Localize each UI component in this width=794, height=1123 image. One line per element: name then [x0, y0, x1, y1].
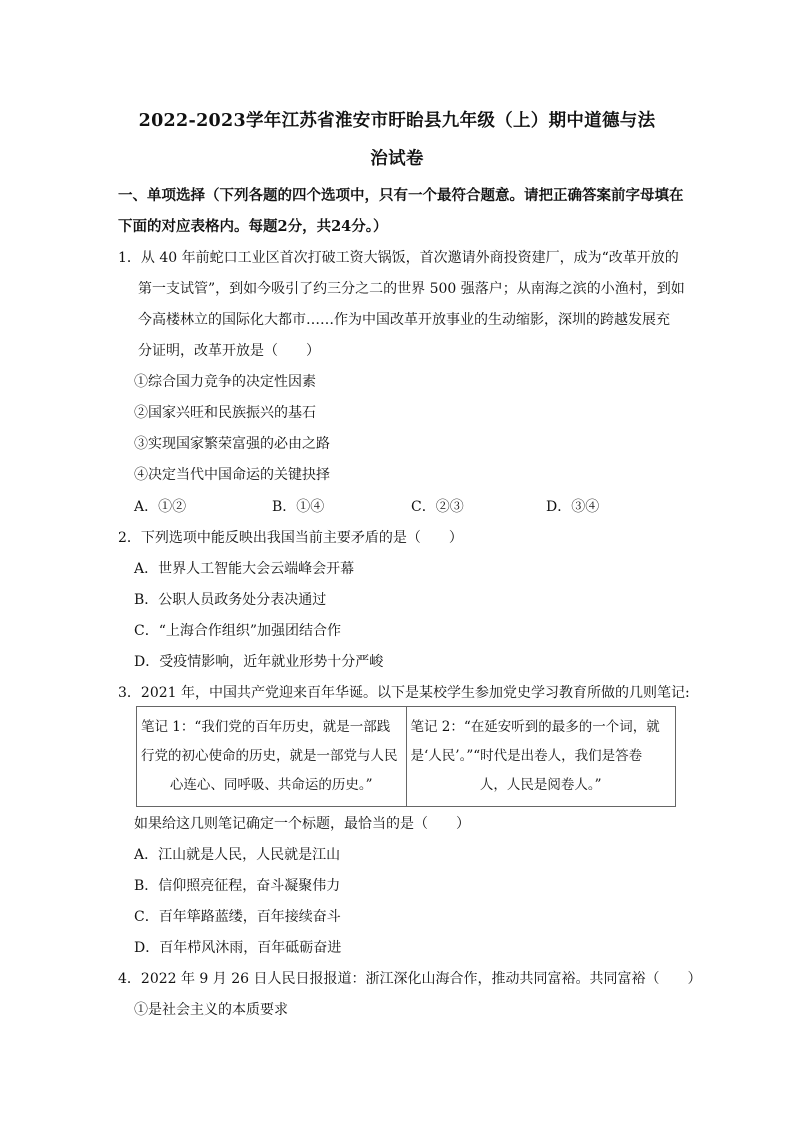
q2-stem: 2．下列选项中能反映出我国当前主要矛盾的是（ ）	[118, 530, 463, 546]
q1-stem-line: 今高楼林立的国际化大都市……作为中国改革开放事业的生动缩影，深圳的跨越发展充	[138, 312, 670, 328]
q1-choice-c: C．②③	[411, 499, 464, 515]
section-heading-line-1: 一、单项选择（下列各题的四个选项中，只有一个最符合题意。请把正确答案前字母填在	[118, 187, 684, 204]
q3-option-d: D．百年栉风沐雨，百年砥砺奋进	[134, 940, 342, 956]
q1-statement: ④决定当代中国命运的关键抉择	[134, 467, 330, 483]
q3-note-1-line: 心连心、同呼吸、共命运的历史。”	[169, 777, 373, 793]
q1-stem-line: 分证明，改革开放是（ ）	[138, 343, 320, 359]
q3-option-b: B．信仰照亮征程，奋斗凝聚伟力	[134, 878, 341, 894]
q3-stem: 3．2021 年，中国共产党迎来百年华诞。以下是某校学生参加党史学习教育所做的几则笔记:	[118, 685, 690, 701]
exam-title-line-2: 治试卷	[370, 149, 424, 169]
q4-statement: ①是社会主义的本质要求	[134, 1002, 288, 1018]
q3-note-2-line: 笔记 2：“在延安听到的最多的一个词，就	[410, 719, 660, 735]
exam-title-line-1: 2022-2023学年江苏省淮安市盱眙县九年级（上）期中道德与法	[138, 111, 656, 131]
q1-statement: ①综合国力竞争的决定性因素	[134, 374, 316, 390]
q1-statement: ③实现国家繁荣富强的必由之路	[134, 436, 330, 452]
q1-choice-b: B．①④	[272, 499, 325, 515]
q3-note-2-cell	[406, 707, 676, 807]
q1-choice-d: D．③④	[546, 499, 600, 515]
q2-option-d: D．受疫情影响，近年就业形势十分严峻	[134, 654, 384, 670]
q3-note-2-line: 是‘人民’。”“时代是出卷人，我们是答卷	[410, 748, 643, 764]
q3-option-c: C．百年筚路蓝缕，百年接续奋斗	[134, 909, 341, 925]
q3-note-1-line: 行党的初心使命的历史，就是一部党与人民	[141, 748, 398, 764]
q1-choice-a: A．①②	[134, 499, 187, 515]
q1-stem-line: 1．从 40 年前蛇口工业区首次打破工资大锅饭，首次邀请外商投资建厂，成为“改革开放的	[118, 250, 679, 266]
q3-note-2-line: 人，人民是阅卷人。”	[479, 777, 602, 793]
q3-notes-table	[136, 706, 676, 807]
q3-followup: 如果给这几则笔记确定一个标题，最恰当的是（ ）	[134, 816, 470, 832]
q1-stem-line: 第一支试管”，到如今吸引了约三分之二的世界 500 强落户；从南海之滨的小渔村，到如	[138, 281, 685, 297]
q1-statement: ②国家兴旺和民族振兴的基石	[134, 405, 316, 421]
q2-option-a: A．世界人工智能大会云端峰会开幕	[134, 561, 355, 577]
q3-note-1-line: 笔记 1：“我们党的百年历史，就是一部践	[141, 719, 391, 735]
q4-stem: 4．2022 年 9 月 26 日人民日报报道：浙江深化山海合作，推动共同富裕。共同富裕（ ）	[118, 971, 702, 987]
exam-title	[100, 102, 694, 178]
section-heading-line-2: 下面的对应表格内。每题2分，共24分。）	[118, 218, 388, 235]
q2-option-c: C．“上海合作组织”加强团结合作	[134, 623, 342, 639]
q2-option-b: B．公职人员政务处分表决通过	[134, 592, 327, 608]
q3-note-1-cell	[137, 707, 407, 807]
q3-option-a: A．江山就是人民，人民就是江山	[134, 847, 341, 863]
